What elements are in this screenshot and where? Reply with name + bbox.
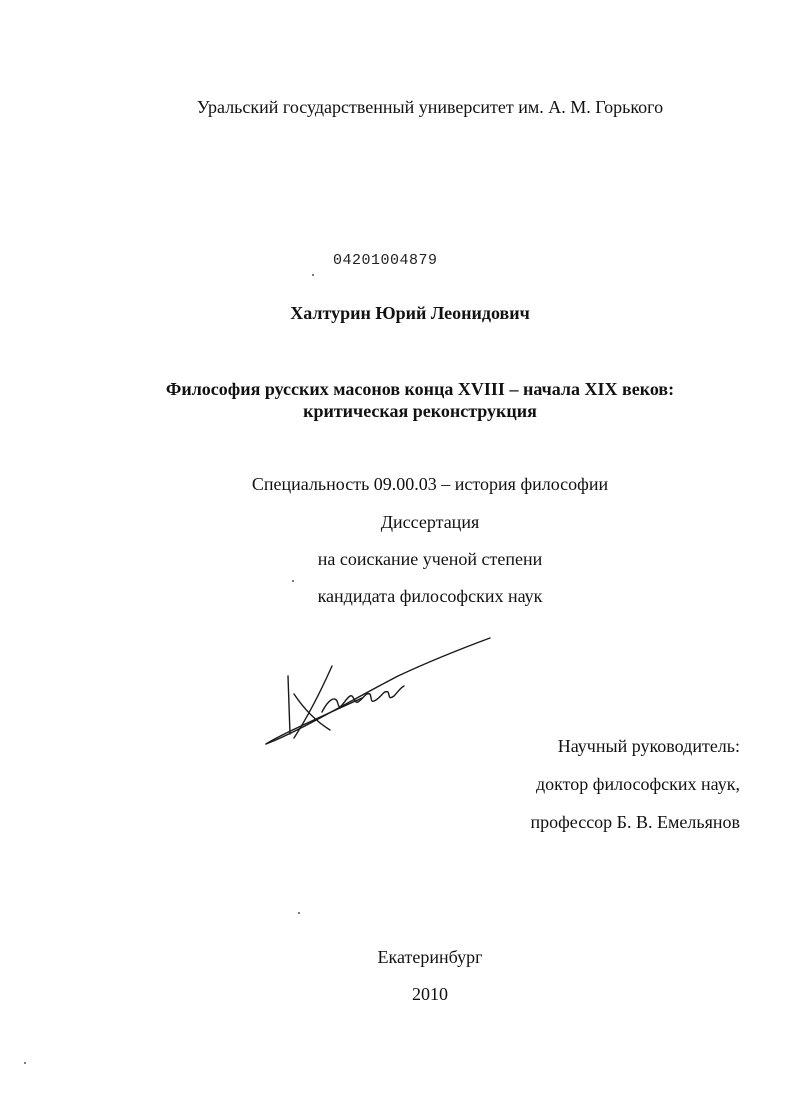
year: 2010 <box>412 984 448 1004</box>
dissertation-title-line-1: Философия русских масонов конца XVIII – начала XIX веков: <box>165 379 675 399</box>
specialty: Специальность 09.00.03 – история философии <box>251 474 609 494</box>
author-signature <box>258 630 498 750</box>
scan-speck <box>298 912 300 914</box>
scan-speck <box>312 274 314 276</box>
dissertation-title-line-2: критическая реконструкция <box>303 401 537 421</box>
city: Екатеринбург <box>377 947 483 967</box>
inventory-number: 04201004879 <box>333 252 438 269</box>
scan-speck <box>24 1062 26 1064</box>
author-name: Халтурин Юрий Леонидович <box>290 303 530 323</box>
degree-line-1: на соискание ученой степени <box>317 549 543 569</box>
scan-speck <box>292 580 294 582</box>
supervisor-name: профессор Б. В. Емельянов <box>530 812 740 832</box>
university-name: Уральский государственный университет им. А. М. Горького <box>196 97 664 117</box>
degree-line-2: кандидата философских наук <box>317 586 543 606</box>
supervisor-rank: доктор философских наук, <box>536 774 740 794</box>
supervisor-label: Научный руководитель: <box>557 736 740 756</box>
work-type: Диссертация <box>380 512 480 532</box>
